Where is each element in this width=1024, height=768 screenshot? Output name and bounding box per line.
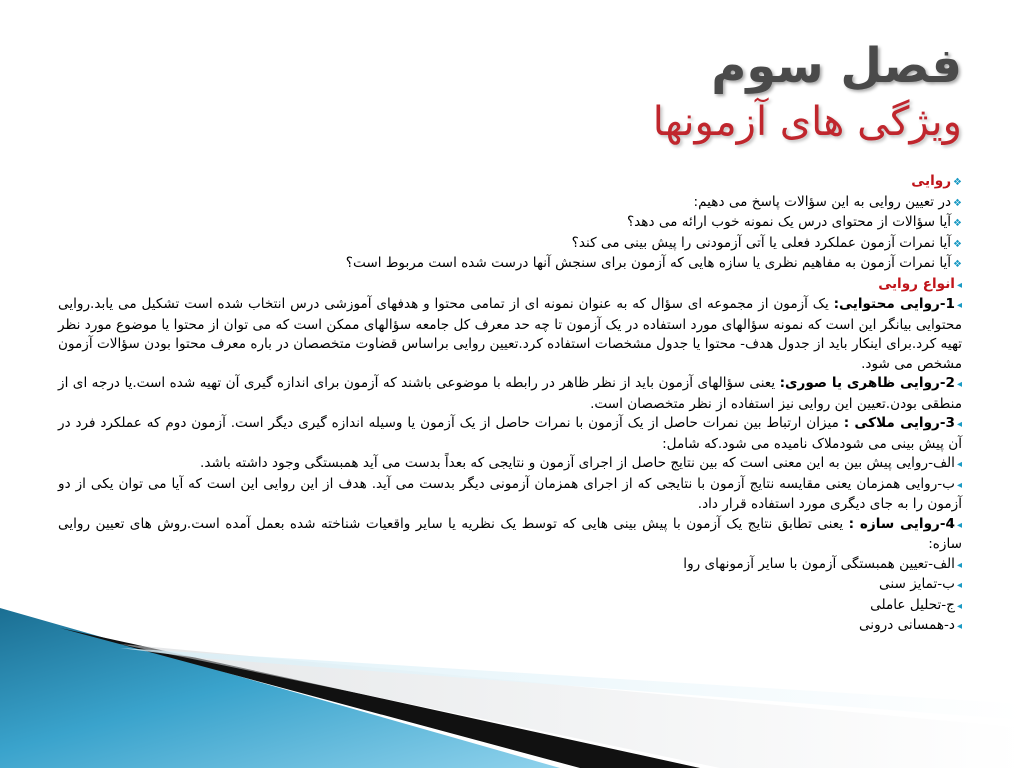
list-item [58, 515, 962, 555]
item-text: یعنی سؤالهای آزمون باید از نظر ظاهر در رابطه با موضوعی باشند که آزمون برای اندازه گیری آن تهیه شده است.یا درجه ای از منطقی بودن.تعیین این روایی نیز استفاده از نظر متخصصان است. [58, 375, 962, 412]
item-text: د-همسانی درونی [858, 617, 955, 633]
list-item [58, 454, 962, 475]
heading-validity: روایی [911, 173, 952, 189]
arrow-bullet-icon: ◂ [956, 300, 962, 311]
item-text: آیا سؤالات از محتوای درس یک نمونه خوب ارائه می دهد؟ [626, 214, 952, 230]
list-item [58, 295, 962, 374]
list-item [58, 254, 962, 275]
item-text: ب-روایی همزمان یعنی مقایسه نتایج آزمون با نتایجی که از اجرای همزمان آزمونی دیگر بدست می آید. هدف از این روایی این است که آیا می توان یکی از دو آزمون را به جای دیگری مورد استفاده قرار داد. [58, 475, 962, 512]
item-text: ب-تمایز سنی [879, 576, 955, 592]
item-label: 2-روایی ظاهری یا صوری: [779, 375, 955, 391]
heading-validity-types: انواع روایی [878, 275, 955, 292]
content-body [58, 172, 962, 637]
item-label: 3-روایی ملاکی : [843, 415, 955, 431]
arrow-bullet-icon: ◂ [956, 479, 962, 491]
item-text: یک آزمون از مجموعه ای سؤال که به عنوان نمونه ای از تمامی محتوا و هدفهای آموزشی درس انتخاب شده است تشکیل می یابد.روایی محتوایی بیانگر این است که نمونه سؤالهای مورد استفاده در یک آزمون تا چه حد معرف کل جامعه سؤالهای ممکن است که می توان از محتوا یا موضوع مورد نظر تهیه کرد.برای اینکار باید از جدول هدف- محتوا یا جدول مشخصات استفاده کرد.تعیین روایی براساس قضاوت متخصصان در باره معرف محتوا بودن سؤالات آزمون مشخص می شود. [58, 296, 962, 372]
arrow-bullet-icon: ◂ [956, 559, 962, 571]
title-block [653, 36, 962, 148]
item-text: ج-تحلیل عاملی [870, 596, 955, 613]
list-item [58, 172, 962, 193]
diamond-bullet-icon: ❖ [953, 177, 962, 188]
item-text: آیا نمرات آزمون عملکرد فعلی یا آتی آزمودنی را پیش بینی می کند؟ [571, 234, 952, 251]
diamond-bullet-icon: ❖ [953, 218, 962, 229]
diamond-bullet-icon: ❖ [953, 197, 962, 209]
item-label: 1-روایی محتوایی: [833, 296, 955, 312]
list-item [58, 475, 962, 515]
item-text: آیا نمرات آزمون به مفاهیم نظری یا سازه هایی که آزمون برای سنجش آنها درست شده است مربوط است؟ [345, 255, 952, 271]
arrow-bullet-icon: ◂ [956, 379, 962, 390]
arrow-bullet-icon: ◂ [956, 519, 962, 531]
item-label: 4-روایی سازه : [848, 515, 955, 532]
slide-subtitle: ویژگی های آزمونها [652, 99, 962, 145]
list-item [58, 213, 962, 234]
arrow-bullet-icon: ◂ [956, 459, 962, 470]
arrow-bullet-icon: ◂ [956, 419, 962, 430]
list-item [58, 414, 962, 454]
list-item [58, 374, 962, 414]
list-item [58, 275, 962, 296]
arrow-bullet-icon: ◂ [956, 621, 962, 632]
wave-decoration [0, 608, 1024, 768]
item-text: میزان ارتباط بین نمرات حاصل از یک آزمون با نمرات حاصل از یک آزمون یا وسیله اندازه گیری دیگر است. آزمون دوم که عملکرد فرد در آن پیش بینی می شودملاک نامیده می شود.که شامل: [58, 415, 962, 452]
list-item [58, 555, 962, 576]
slide-title: فصل سوم [711, 38, 962, 94]
item-text: الف-تعیین همبستگی آزمون با سایر آزمونهای روا [683, 555, 955, 572]
item-text: یعنی تطابق نتایج یک آزمون با پیش بینی هایی که توسط یک نظریه یا سایر واقعیات شناخته شده بعمل آمده است.روش های تعیین روایی سازه: [58, 515, 962, 552]
list-item [58, 575, 962, 596]
diamond-bullet-icon: ❖ [953, 259, 962, 270]
list-item [58, 234, 962, 255]
arrow-bullet-icon: ◂ [956, 580, 962, 591]
arrow-bullet-icon: ◂ [956, 600, 962, 612]
diamond-bullet-icon: ❖ [953, 238, 962, 250]
arrow-bullet-icon: ◂ [956, 279, 962, 291]
list-item [58, 193, 962, 214]
item-text: الف-روایی پیش بین به این معنی است که بین نتایج حاصل از اجرای آزمون و نتایجی که بعداً بدست می آید همبستگی وجود داشته باشد. [200, 455, 955, 471]
item-text: در تعیین روایی به این سؤالات پاسخ می دهیم: [693, 193, 952, 210]
